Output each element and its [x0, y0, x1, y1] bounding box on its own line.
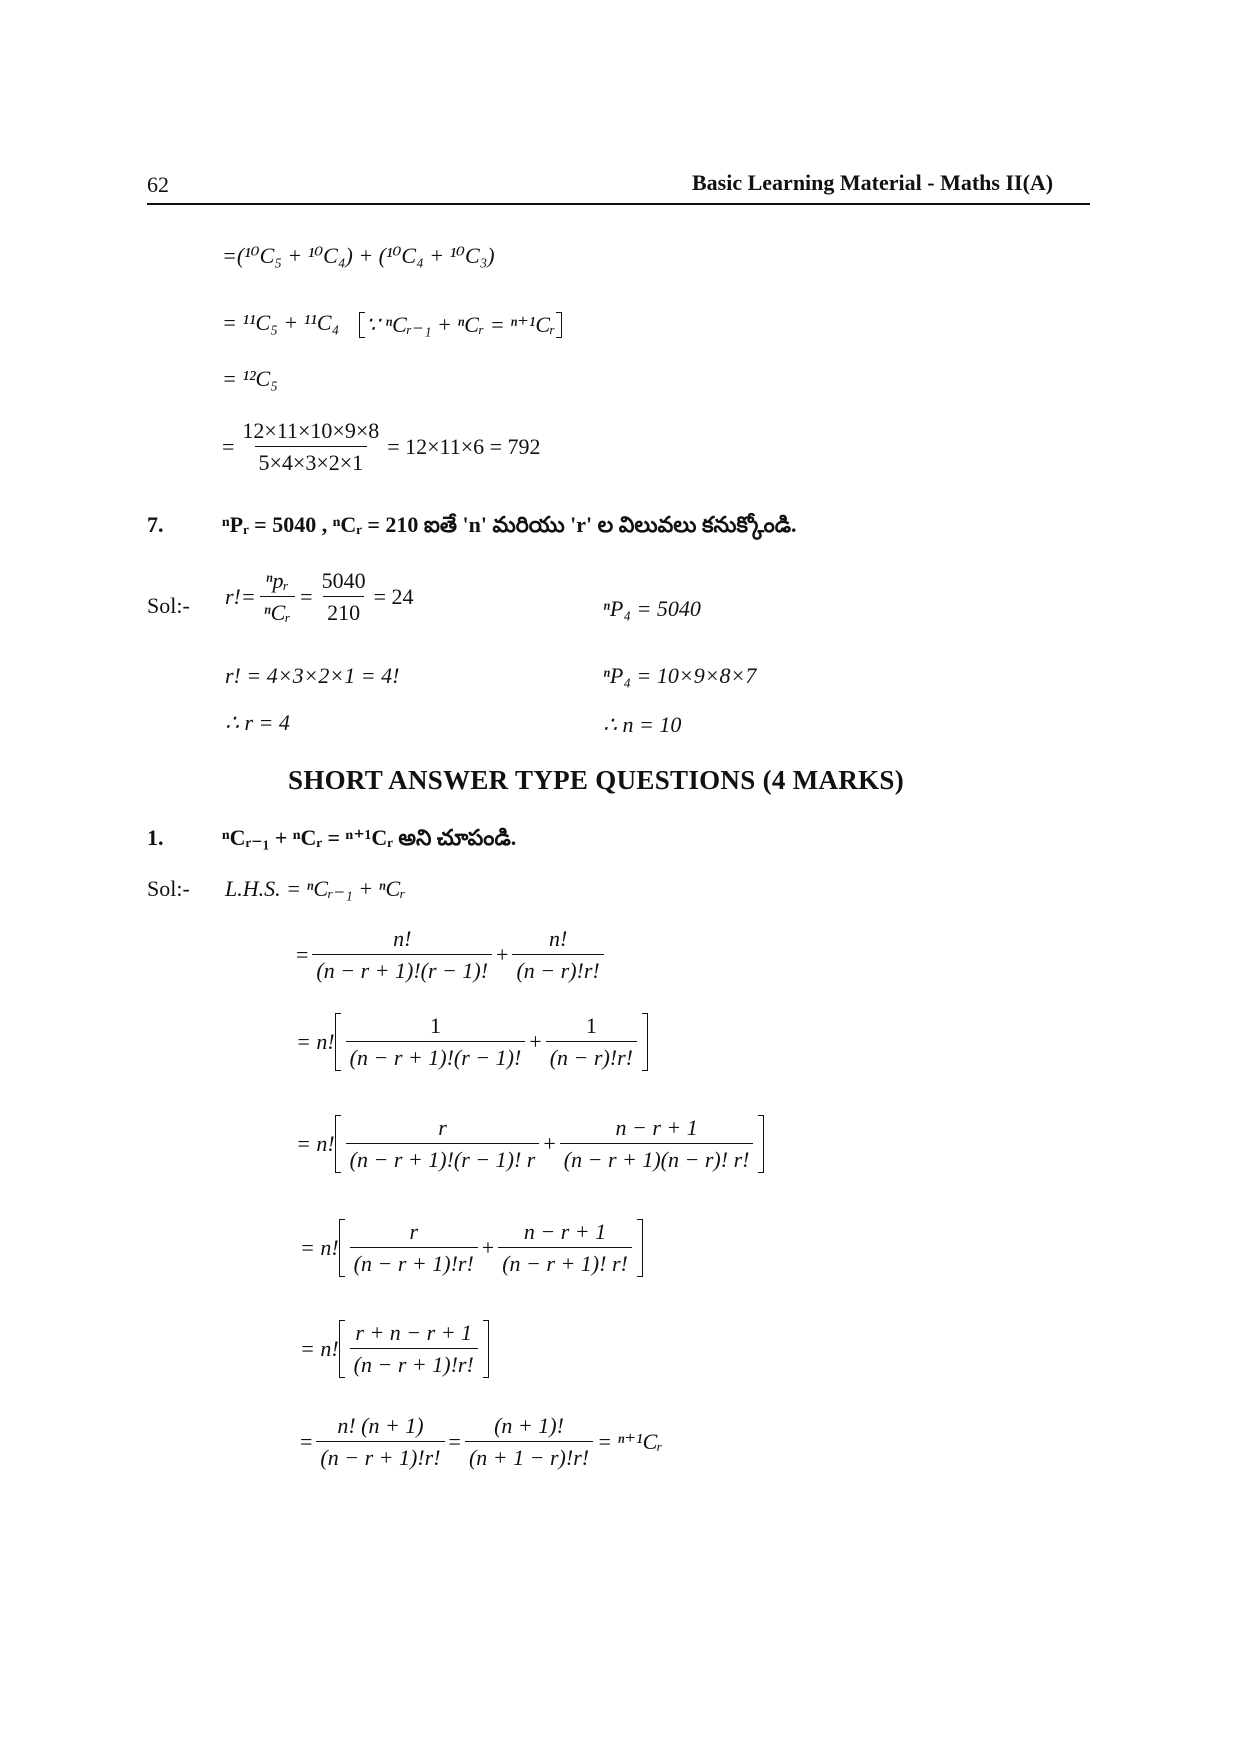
numerator: r + n − r + 1: [355, 1320, 473, 1345]
page-title: Basic Learning Material - Maths II(A): [692, 170, 1054, 195]
numerator: n! (n + 1): [337, 1413, 424, 1438]
equation-result: = 24: [373, 584, 414, 609]
equation-step: [300, 1219, 643, 1277]
equation-line: =(¹⁰C₅ + ¹⁰C₄) + (¹⁰C₄ + ¹⁰C₃): [222, 243, 495, 268]
numerator: n − r + 1: [523, 1219, 607, 1244]
equals-sign: =: [300, 1429, 313, 1454]
numerator: r: [409, 1219, 419, 1244]
plus-sign: +: [496, 942, 509, 967]
denominator: (n − r + 1)!r!: [350, 1348, 478, 1378]
equation-result: = ⁿ⁺¹Cᵣ: [597, 1429, 663, 1454]
equals-sign: =: [296, 942, 309, 967]
fraction: [350, 1320, 478, 1378]
fraction: [316, 1413, 444, 1471]
equation-prefix: = n!: [296, 1131, 335, 1156]
solution-label: Sol:-: [147, 593, 190, 618]
denominator: (n + 1 − r)!r!: [465, 1441, 593, 1471]
question-number: 7.: [147, 512, 164, 537]
fraction: [318, 568, 370, 626]
question-text: ⁿPᵣ = 5040 , ⁿCᵣ = 210 ఐతే 'n' మరియు 'r' ల విలువలు కనుక్కోండి.: [222, 512, 797, 537]
denominator: (n − r + 1)!r!: [316, 1441, 444, 1471]
bracket: [335, 1115, 765, 1173]
equation-step: [296, 926, 608, 984]
equals-sign: =: [298, 584, 314, 609]
equation-line: ∴ n = 10: [603, 712, 682, 737]
fraction: [560, 1115, 754, 1173]
plus-sign: +: [481, 1235, 495, 1260]
denominator: (n − r + 1)!(r − 1)! r: [346, 1143, 540, 1173]
fraction: [238, 418, 383, 476]
denominator: (n − r)!r!: [546, 1041, 637, 1071]
denominator: 5×4×3×2×1: [255, 446, 368, 476]
numerator: n!: [393, 926, 412, 951]
equals-sign: =: [222, 434, 235, 459]
fraction: [346, 1115, 540, 1173]
denominator: ⁿCᵣ: [260, 596, 295, 626]
header-rule: [147, 203, 1090, 205]
denominator: (n − r)!r!: [512, 954, 603, 984]
equation-lhs: r!=: [225, 584, 256, 609]
numerator: 1: [429, 1013, 441, 1038]
bracket: [335, 1013, 648, 1071]
equation-step: [296, 1115, 764, 1173]
denominator: (n − r + 1)!r!: [350, 1247, 478, 1277]
fraction: [498, 1219, 632, 1277]
denominator: (n − r + 1)!(r − 1)!: [312, 954, 492, 984]
bracket: [339, 1320, 489, 1378]
numerator: n − r + 1: [615, 1115, 698, 1140]
numerator: n!: [548, 926, 568, 951]
equation-line: ⁿP₄ = 10×9×8×7: [603, 663, 757, 688]
equation-line: r! = 4×3×2×1 = 4!: [225, 663, 400, 688]
numerator: ⁿpᵣ: [265, 568, 289, 593]
equation-step: [300, 1320, 489, 1378]
fraction: [312, 926, 492, 984]
equation-line: ⁿP₄ = 5040: [603, 596, 701, 621]
question-number: 1.: [147, 825, 164, 850]
numerator: r: [438, 1115, 447, 1140]
equation-result: = 12×11×6 = 792: [387, 434, 541, 459]
equation-main: = ¹¹C₅ + ¹¹C₄: [222, 310, 340, 335]
plus-sign: +: [543, 1131, 556, 1156]
equation-line: [222, 310, 562, 338]
denominator: (n − r + 1)!(r − 1)!: [346, 1041, 526, 1071]
equation-step: [296, 1013, 648, 1071]
fraction: [512, 926, 603, 984]
equation-line: [222, 418, 541, 476]
equation-line: L.H.S. = ⁿCᵣ₋₁ + ⁿCᵣ: [225, 876, 406, 901]
equals-sign: =: [448, 1429, 461, 1454]
page-number: 62: [147, 172, 169, 197]
bracket-note: [359, 312, 563, 338]
numerator: 12×11×10×9×8: [242, 418, 380, 443]
equation-line: [225, 568, 414, 626]
denominator: 210: [323, 596, 364, 626]
fraction: [350, 1219, 478, 1277]
fraction: [546, 1013, 637, 1071]
fraction: [346, 1013, 526, 1071]
question-text: ⁿCᵣ₋₁ + ⁿCᵣ = ⁿ⁺¹Cᵣ అని చూపండి.: [222, 825, 517, 850]
plus-sign: +: [529, 1029, 542, 1054]
denominator: (n − r + 1)(n − r)! r!: [560, 1143, 754, 1173]
equation-prefix: = n!: [296, 1029, 335, 1054]
bracket: [339, 1219, 643, 1277]
section-heading: SHORT ANSWER TYPE QUESTIONS (4 MARKS): [288, 765, 905, 795]
numerator: 1: [585, 1013, 597, 1038]
equation-line: ∴ r = 4: [225, 710, 290, 735]
equation-prefix: = n!: [300, 1235, 339, 1260]
equation-step: [300, 1413, 663, 1471]
equation-line: = ¹²C₅: [222, 366, 278, 391]
equation-prefix: = n!: [300, 1336, 339, 1361]
solution-label: Sol:-: [147, 876, 190, 901]
numerator: (n + 1)!: [494, 1413, 564, 1438]
denominator: (n − r + 1)! r!: [498, 1247, 632, 1277]
numerator: 5040: [321, 568, 366, 593]
fraction: [465, 1413, 593, 1471]
fraction: [260, 568, 295, 626]
bracket-note-text: ∵ ⁿCᵣ₋₁ + ⁿCᵣ = ⁿ⁺¹Cᵣ: [365, 311, 556, 337]
